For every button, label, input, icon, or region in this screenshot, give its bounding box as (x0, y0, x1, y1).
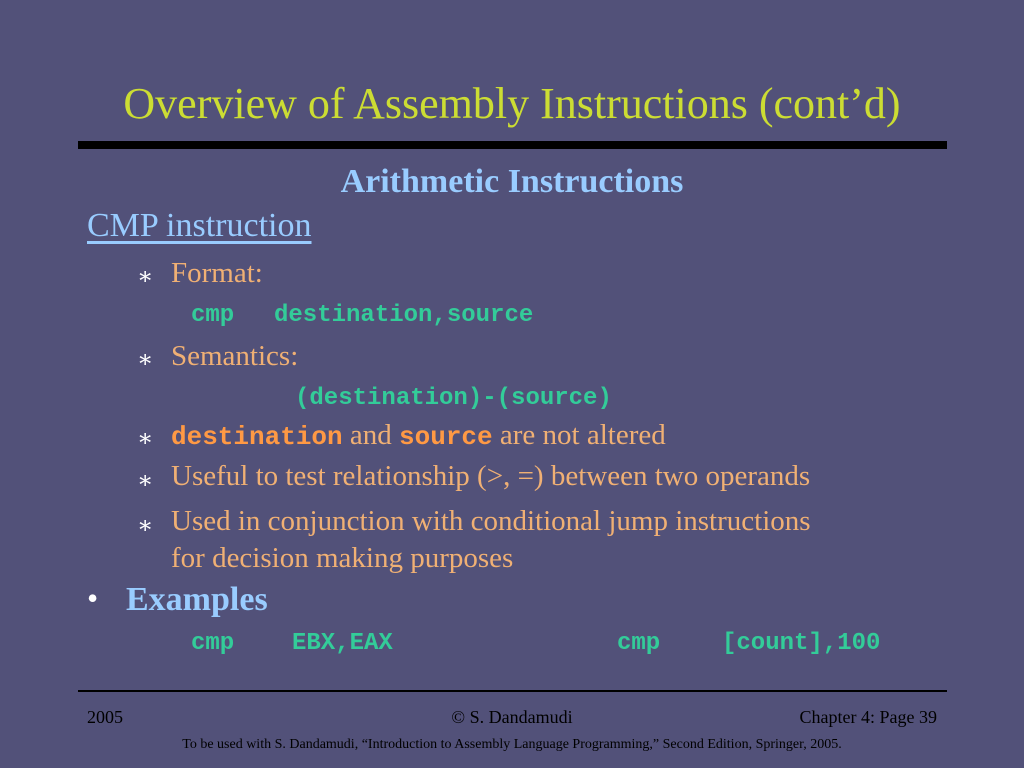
bullet-dot-icon: • (87, 580, 99, 616)
operands-not-altered-text (171, 419, 666, 452)
examples-heading: Examples (126, 581, 268, 618)
and-text: and (342, 419, 400, 451)
example1-args: EBX,EAX (292, 630, 393, 657)
format-label: Format: (171, 257, 263, 289)
not-altered-text: are not altered (492, 419, 666, 451)
footer-year: 2005 (87, 707, 123, 727)
footer-divider (78, 690, 947, 692)
semantics-code: (destination)-(source) (295, 385, 612, 412)
bullet-star-icon: ∗ (137, 513, 154, 539)
example2-args: [count],100 (722, 630, 881, 657)
title-divider (78, 141, 947, 149)
footer-page-number: Chapter 4: Page 39 (799, 707, 937, 727)
relationship-text: Useful to test relationship (>, =) between two operands (171, 460, 811, 492)
cmp-instruction-link[interactable]: CMP instruction (87, 207, 312, 244)
footer-author: © S. Dandamudi (451, 707, 573, 727)
slide-title: Overview of Assembly Instructions (cont’d) (123, 79, 901, 128)
destination-code: destination (171, 422, 343, 452)
format-code-op: cmp (191, 302, 235, 329)
bullet-star-icon: ∗ (137, 468, 154, 494)
bullet-star-icon: ∗ (137, 347, 154, 373)
conjunction-text-line1: Used in conjunction with conditional jump instructions (171, 505, 811, 537)
example1-op: cmp (191, 630, 235, 657)
bullet-star-icon: ∗ (137, 426, 154, 452)
example2-op: cmp (617, 630, 661, 657)
section-heading: Arithmetic Instructions (340, 163, 684, 200)
semantics-label: Semantics: (171, 340, 299, 372)
conjunction-text-line2: for decision making purposes (171, 542, 514, 574)
bullet-star-icon: ∗ (137, 264, 154, 290)
format-code-args: destination,source (274, 302, 534, 329)
footer-citation-note: To be used with S. Dandamudi, “Introduction to Assembly Language Programming,” Second Edition, Springer, 2005. (182, 737, 842, 752)
source-code: source (399, 422, 493, 452)
